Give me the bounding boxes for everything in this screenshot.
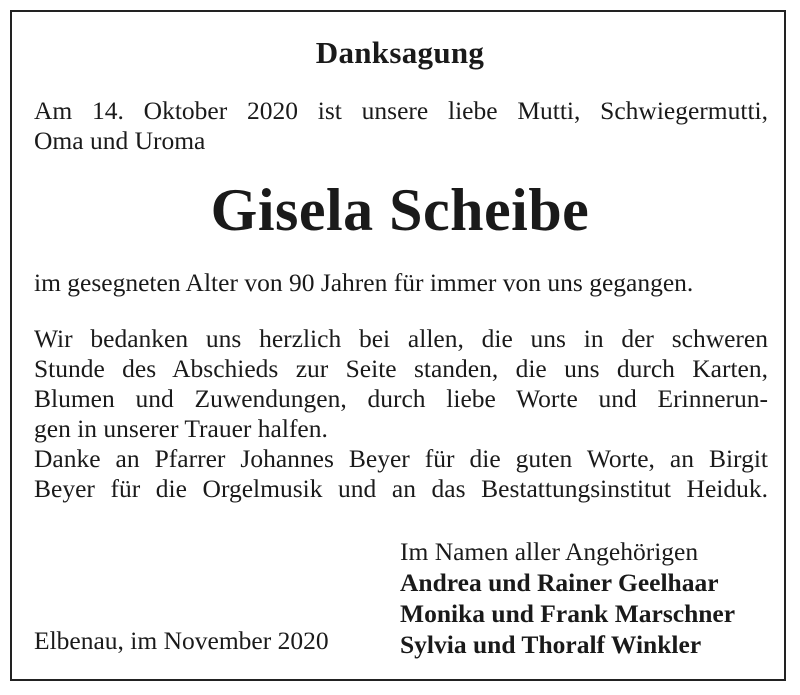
notice-title: Danksagung: [315, 35, 485, 70]
deceased-name: Gisela Scheibe: [210, 177, 590, 243]
signatory-name: Andrea und Rainer Geelhaar: [400, 568, 719, 597]
thanks-line: gen in unserer Trauer halfen.: [34, 414, 328, 443]
signature-block: [400, 536, 780, 660]
signatory-name: Monika und Frank Marschner: [400, 599, 736, 628]
place-date: Elbenau, im November 2020: [34, 626, 329, 655]
intro-text: [34, 96, 768, 156]
thanks-line: Danke an Pfarrer Johannes Beyer für die guten Worte, an Birgit: [34, 444, 768, 473]
age-line: im gesegneten Alter von 90 Jahren für immer von uns gegangen.: [34, 268, 694, 297]
thanks-paragraph: [34, 324, 768, 504]
signature-intro: Im Namen aller Angehörigen: [400, 537, 699, 566]
thanks-line: Stunde des Abschieds zur Seite standen, die uns durch Karten,: [34, 354, 768, 383]
thanks-line: Beyer für die Orgelmusik und an das Bestattungsinstitut Heiduk.: [34, 474, 768, 503]
thanks-line: Wir bedanken uns herzlich bei allen, die uns in der schweren: [34, 324, 768, 353]
signatory-name: Sylvia und Thoralf Winkler: [400, 630, 702, 659]
thanks-line: Blumen und Zuwendungen, durch liebe Worte und Erinnerun-: [34, 384, 768, 413]
intro-line-1: Am 14. Oktober 2020 ist unsere liebe Mutti, Schwiegermutti,: [34, 96, 768, 125]
intro-line-2: Oma und Uroma: [34, 126, 206, 155]
